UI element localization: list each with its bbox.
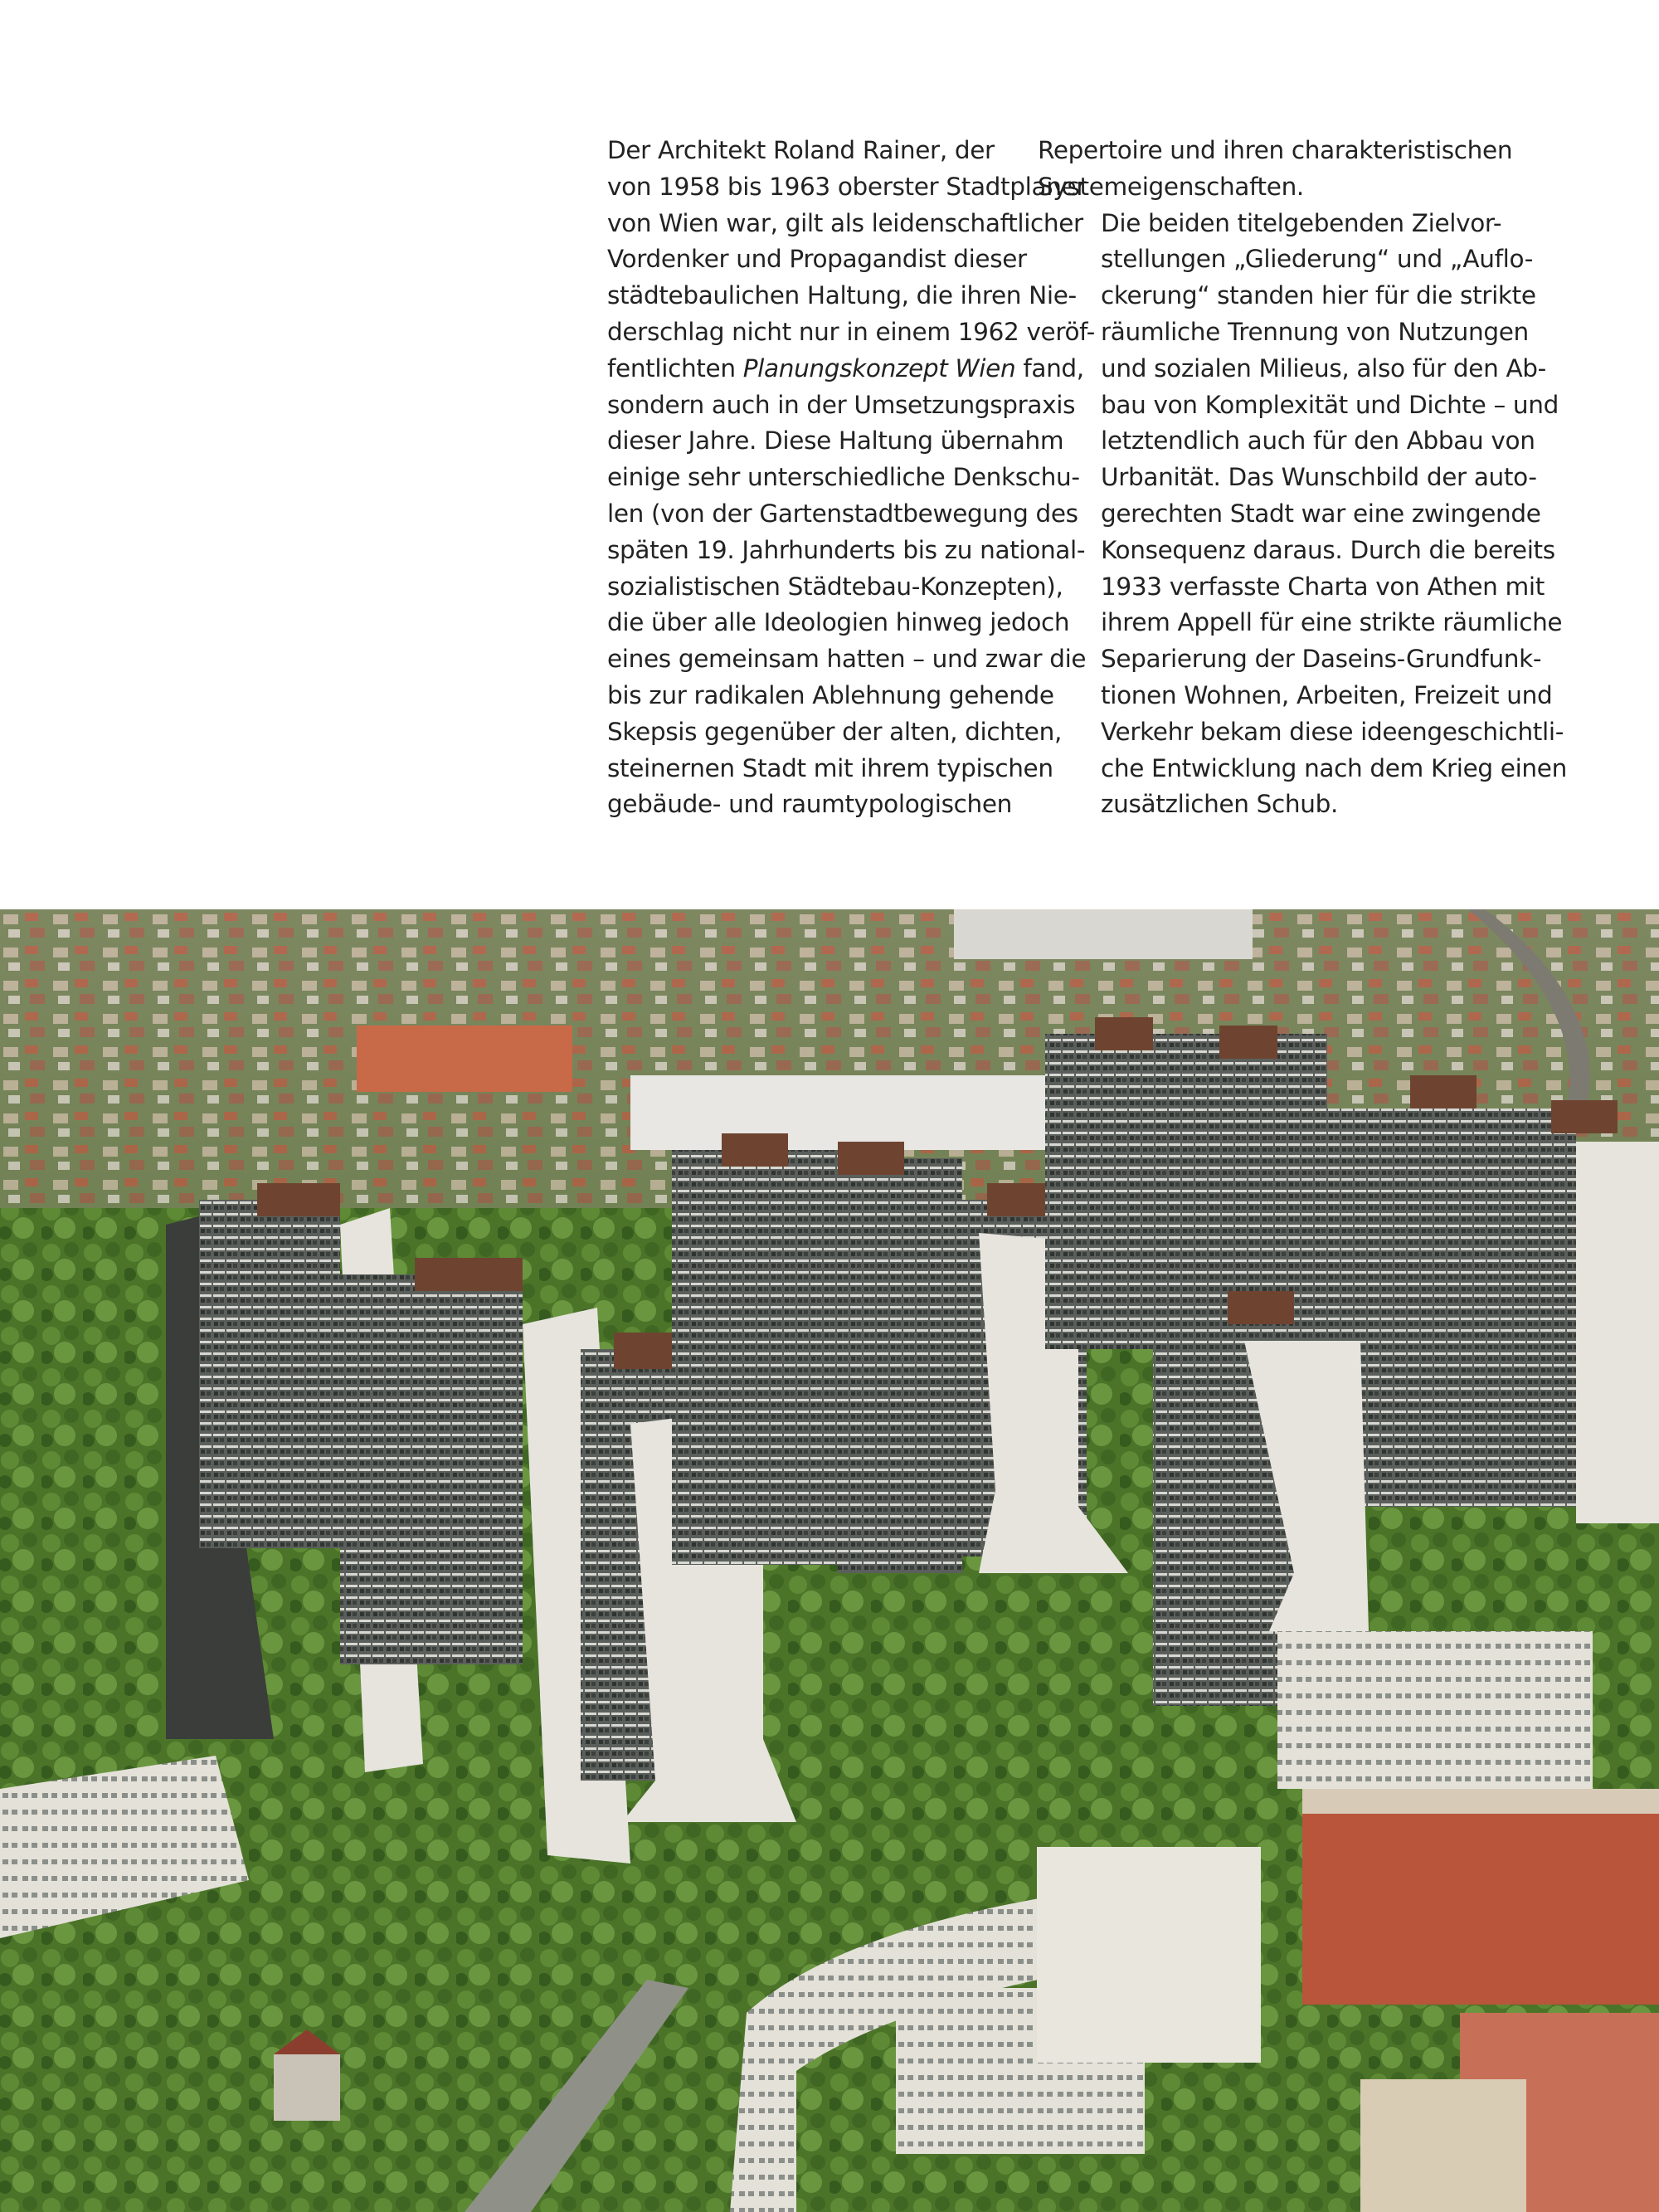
article-text bbox=[544, 133, 1567, 830]
text-line: Der Architekt Roland Rainer, der bbox=[607, 136, 995, 164]
text-line: bau von Komplexität und Dichte – und bbox=[1101, 390, 1559, 419]
text-line: steinernen Stadt mit ihrem typischen bbox=[607, 753, 1053, 782]
text-line: einige sehr unterschiedliche Denkschu- bbox=[607, 463, 1080, 492]
text-line: tionen Wohnen, Arbeiten, Freizeit und bbox=[1101, 680, 1553, 709]
text-line: Die beiden titelgebenden Zielvor- bbox=[1101, 208, 1502, 237]
paragraph bbox=[1038, 133, 1513, 206]
text-line: sozialistischen Städtebau-Konzepten), bbox=[607, 572, 1063, 601]
text-line: 1933 verfasste Charta von Athen mit bbox=[1101, 572, 1545, 601]
text-line: zusätzlichen Schub. bbox=[1101, 790, 1339, 819]
text-line: städtebaulichen Haltung, die ihren Nie- bbox=[607, 281, 1077, 310]
text-line: stellungen „Gliederung“ und „Auflo- bbox=[1101, 245, 1534, 274]
text-line: Systemeigenschaften. bbox=[1038, 172, 1304, 201]
background-highrise bbox=[954, 909, 1253, 959]
red-brick-block bbox=[1302, 1789, 1659, 2005]
text-line: gerechten Stadt war eine zwingende bbox=[1101, 499, 1541, 528]
text-line: Konsequenz daraus. Durch die bereits bbox=[1101, 535, 1555, 564]
text-line: gebäude- und raumtypologischen bbox=[607, 790, 1013, 819]
text-line: Vordenker und Propagandist dieser bbox=[607, 245, 1027, 274]
text-line: die über alle Ideologien hinweg jedoch bbox=[607, 608, 1070, 637]
industrial-hall bbox=[630, 1075, 1045, 1150]
text-line: Urbanität. Das Wunschbild der auto- bbox=[1101, 463, 1537, 492]
text-line: derschlag nicht nur in einem 1962 veröf- bbox=[607, 317, 1095, 346]
text-fragment: fentlichten bbox=[607, 353, 743, 382]
text-line: Verkehr bekam diese ideengeschichtli- bbox=[1101, 717, 1564, 746]
text-line: Repertoire und ihren charakteristischen bbox=[1038, 136, 1513, 164]
aerial-photo-illustration bbox=[0, 909, 1659, 2212]
text-line: dieser Jahre. Diese Haltung übernahm bbox=[607, 426, 1064, 456]
text-line: ihrem Appell für eine strikte räumliche bbox=[1101, 608, 1563, 637]
text-line bbox=[544, 351, 1084, 387]
paragraph bbox=[544, 133, 1095, 823]
text-line: len (von der Gartenstadtbewegung des bbox=[607, 499, 1078, 528]
book-title: Planungskonzept Wien bbox=[742, 353, 1016, 382]
text-line: Skepsis gegenüber der alten, dichten, bbox=[607, 717, 1062, 746]
text-line: späten 19. Jahrhunderts bis zu national- bbox=[607, 535, 1086, 564]
text-line: che Entwicklung nach dem Krieg einen bbox=[1101, 753, 1567, 782]
text-line: sondern auch in der Umsetzungspraxis bbox=[607, 390, 1076, 419]
text-line: von Wien war, gilt als leidenschaftlicher bbox=[607, 208, 1083, 237]
text-column-left bbox=[544, 133, 1095, 830]
text-fragment: fand, bbox=[1015, 353, 1084, 382]
text-line: ckerung“ standen hier für die strikte bbox=[1101, 281, 1536, 310]
text-line: räumliche Trennung von Nutzungen bbox=[1101, 317, 1529, 346]
paragraph bbox=[1038, 206, 1567, 824]
small-house bbox=[274, 2054, 340, 2121]
text-line: und sozialen Milieus, also für den Ab- bbox=[1101, 353, 1546, 382]
text-line: eines gemeinsam hatten – und zwar die bbox=[607, 645, 1087, 674]
text-line: bis zur radikalen Ablehnung gehende bbox=[607, 680, 1054, 709]
aerial-photo bbox=[0, 909, 1659, 2212]
text-line: Separierung der Daseins-Grundfunk- bbox=[1101, 645, 1542, 674]
text-column-right bbox=[1038, 133, 1567, 830]
text-line: letztendlich auch für den Abbau von bbox=[1101, 426, 1535, 456]
text-line: von 1958 bis 1963 oberster Stadtplaner bbox=[607, 172, 1087, 201]
red-roof-block bbox=[357, 1026, 572, 1092]
